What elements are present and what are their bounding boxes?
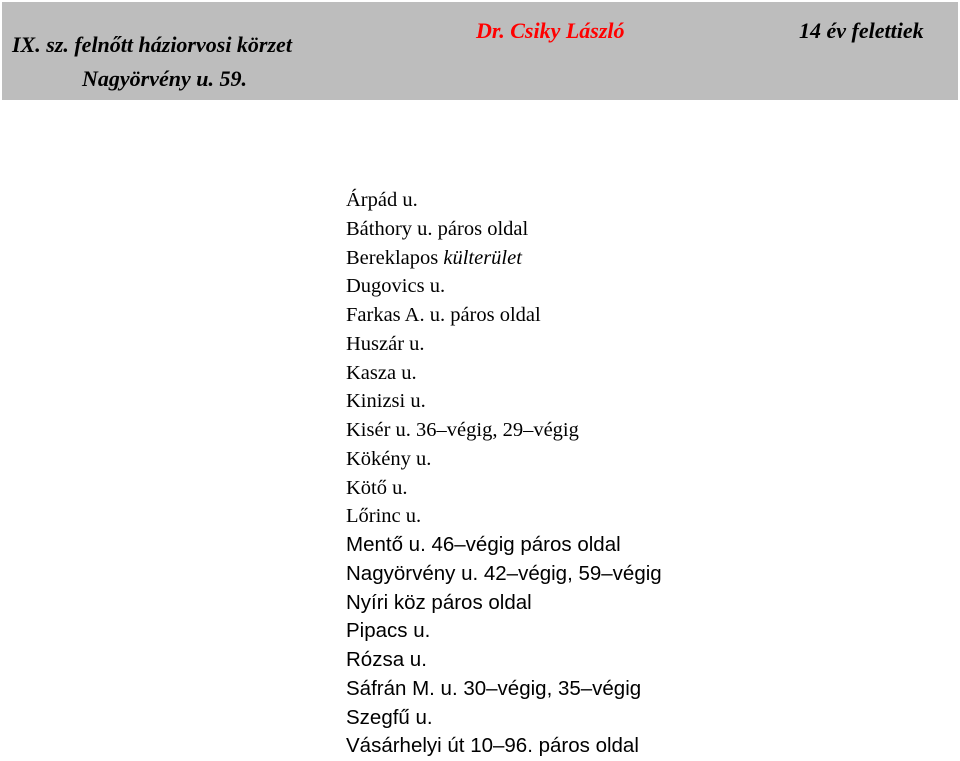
list-item <box>346 244 662 273</box>
street-name: Dugovics u. <box>346 275 446 298</box>
list-item <box>346 531 662 560</box>
list-item <box>346 474 662 503</box>
list-item <box>346 186 662 215</box>
list-item <box>346 646 662 675</box>
street-name: Kasza u. <box>346 361 417 384</box>
list-item <box>346 330 662 359</box>
header-bar <box>2 2 958 100</box>
street-name: Kinizsi u. <box>346 390 426 413</box>
street-name: Kötő u. <box>346 476 408 499</box>
street-name: Nyíri köz páros oldal <box>346 590 532 614</box>
district-title: IX. sz. felnőtt háziorvosi körzet <box>12 32 292 57</box>
street-name: Báthory u. páros oldal <box>346 217 529 240</box>
list-item <box>346 215 662 244</box>
list-item <box>346 445 662 474</box>
doctor-name: Dr. Csiky László <box>476 18 625 43</box>
street-name: Sáfrán M. u. 30–végig, 35–végig <box>346 676 642 700</box>
street-name: Farkas A. u. páros oldal <box>346 304 541 326</box>
street-name: Mentő u. 46–végig páros oldal <box>346 533 621 556</box>
list-item <box>346 272 662 301</box>
practice-address: Nagyörvény u. 59. <box>82 66 247 91</box>
street-name: Pipacs u. <box>346 619 431 643</box>
list-item <box>346 732 662 761</box>
age-group: 14 év felettiek <box>799 18 924 43</box>
street-name: Vásárhelyi út 10–96. páros oldal <box>346 734 639 758</box>
list-item <box>346 589 662 618</box>
street-name: Árpád u. <box>346 189 418 211</box>
list-item <box>346 387 662 416</box>
list-item <box>346 301 662 330</box>
street-name: Kökény u. <box>346 447 432 470</box>
street-name: Rózsa u. <box>346 648 427 671</box>
street-name: Huszár u. <box>346 332 425 355</box>
street-name: Szegfű u. <box>346 705 433 729</box>
street-list <box>346 186 662 761</box>
list-item <box>346 359 662 388</box>
list-item <box>346 704 662 733</box>
list-item <box>346 502 662 531</box>
street-name: Nagyörvény u. 42–végig, 59–végig <box>346 561 662 585</box>
list-item <box>346 416 662 445</box>
street-name: Lőrinc u. <box>346 505 422 528</box>
street-name: Kisér u. 36–végig, 29–végig <box>346 419 579 441</box>
street-name: Bereklapos <box>346 246 444 269</box>
list-item <box>346 675 662 704</box>
list-item <box>346 560 662 589</box>
list-item <box>346 617 662 646</box>
street-note: külterület <box>443 246 522 269</box>
